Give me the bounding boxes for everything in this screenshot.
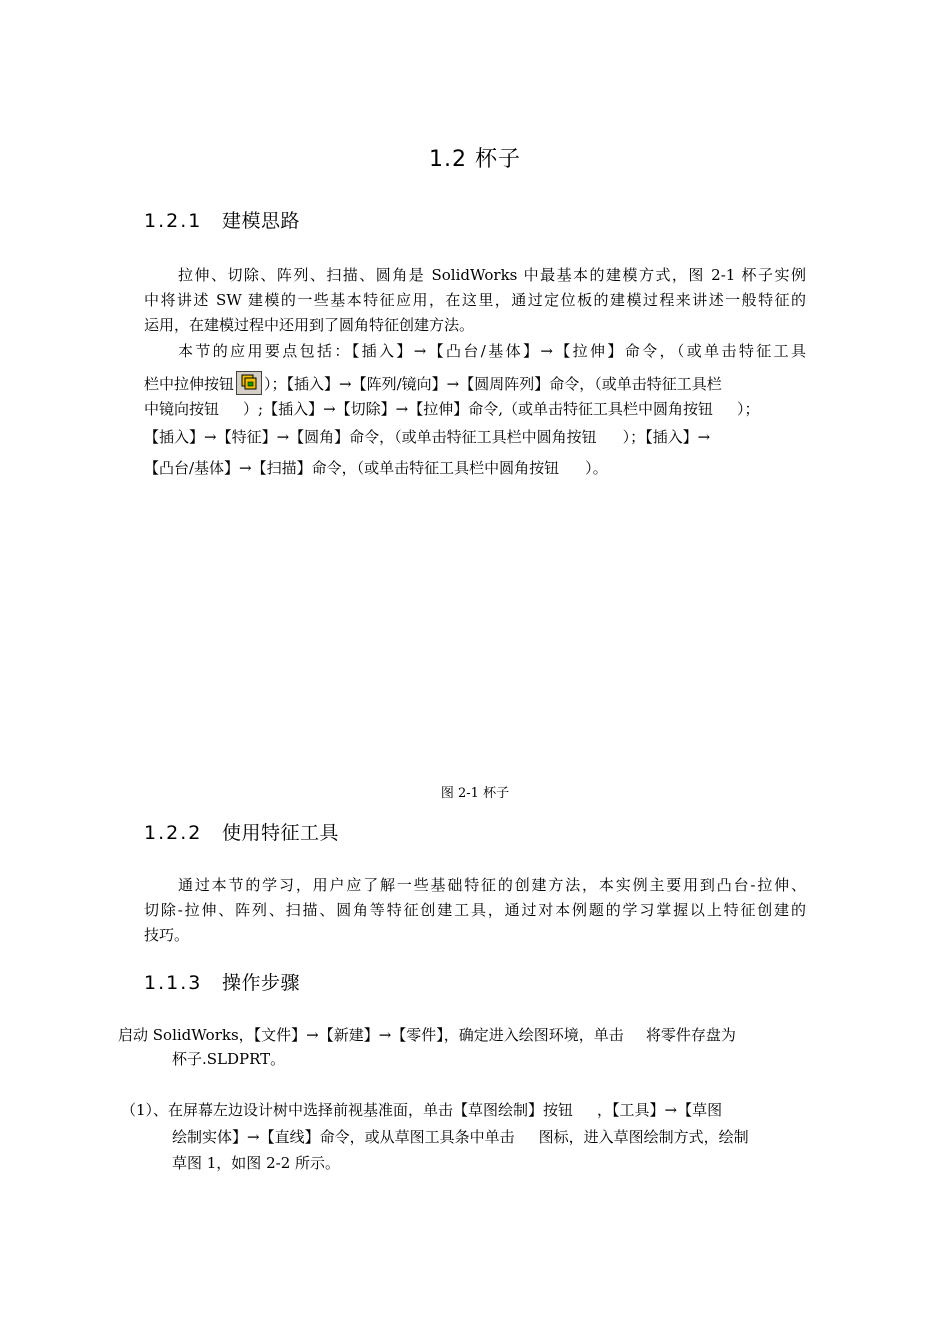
feature-line-3: 技巧。 <box>144 926 190 944</box>
intro-line-8-b: ）。 <box>585 459 608 477</box>
page-title: 1.2 杯子 <box>429 147 521 172</box>
intro-line-2: 中将讲述 SW 建模的一些基本特征应用，在这里，通过定位板的建模过程来讲述一般特征的 <box>144 291 806 309</box>
step1-line-3: 草图 1，如图 2-2 所示。 <box>172 1154 341 1172</box>
section-heading-modeling-idea <box>144 206 300 233</box>
section-number: 1.2.2 <box>144 822 203 844</box>
section-number: 1.1.3 <box>144 972 203 994</box>
section-title: 建模思路 <box>222 210 301 232</box>
intro-line-6-c: ）； <box>736 400 760 418</box>
figure-caption: 图 2-1 杯子 <box>440 786 510 801</box>
step1-line-1-a: （1）、在屏幕左边设计树中选择前视基准面，单击【草图绘制】按钮 <box>121 1101 574 1119</box>
section-heading-steps <box>144 968 300 995</box>
step1-line-2 <box>172 1128 806 1146</box>
intro-line-8 <box>144 459 806 477</box>
intro-line-1: 拉伸、切除、阵列、扫描、圆角是 SolidWorks 中最基本的建模方式，图 2-1 杯子实例 <box>178 266 806 284</box>
section-number: 1.2.1 <box>144 210 203 232</box>
intro-line-6-a: 中镜向按钮 <box>144 400 220 418</box>
step1-line-2-a: 绘制实体】→【直线】命令，或从草图工具条中单击 <box>172 1128 515 1146</box>
start-line-1 <box>118 1026 806 1044</box>
feature-line-1: 通过本节的学习，用户应了解一些基础特征的创建方法，本实例主要用到凸台-拉伸、 <box>178 876 806 894</box>
intro-line-7 <box>144 428 806 446</box>
step1-line-1 <box>121 1101 806 1119</box>
intro-line-5 <box>144 371 806 395</box>
section-heading-feature-tools <box>144 818 339 845</box>
start-line-2: 杯子.SLDPRT。 <box>172 1050 286 1068</box>
feature-line-2: 切除-拉伸、阵列、扫描、圆角等特征创建工具，通过对本例题的学习掌握以上特征创建的 <box>144 901 806 919</box>
step1-line-1-b: ，【工具】→【草图 <box>597 1101 723 1119</box>
intro-line-7-b: ）；【插入】→ <box>622 428 711 446</box>
intro-line-7-a: 【插入】→【特征】→【圆角】命令，（或单击特征工具栏中圆角按钮 <box>144 428 597 446</box>
intro-line-3: 运用，在建模过程中还用到了圆角特征创建方法。 <box>144 316 475 334</box>
start-line-1-b: 将零件存盘为 <box>645 1026 736 1044</box>
intro-line-6-b: ）;【插入】→【切除】→【拉伸】命令,（或单击特征工具栏中圆角按钮 <box>243 400 713 418</box>
section-title: 使用特征工具 <box>222 822 340 844</box>
intro-line-8-a: 【凸台/基体】→【扫描】命令，（或单击特征工具栏中圆角按钮 <box>144 459 560 477</box>
extrude-boss-icon <box>236 371 262 395</box>
intro-line-6 <box>144 400 806 418</box>
section-title: 操作步骤 <box>222 972 301 994</box>
intro-line-4: 本节的应用要点包括：【插入】→【凸台/基体】→【拉伸】命令，（或单击特征工具 <box>178 342 806 360</box>
figure-2-1-area <box>144 490 806 770</box>
intro-line-5-b: ）；【插入】→【阵列/镜向】→【圆周阵列】命令，（或单击特征工具栏 <box>264 375 722 393</box>
step1-line-2-b: 图标，进入草图绘制方式，绘制 <box>538 1128 749 1146</box>
start-line-1-a: 启动 SolidWorks，【文件】→【新建】→【零件】，确定进入绘图环境，单击 <box>118 1026 624 1044</box>
intro-line-5-a: 栏中拉伸按钮 <box>144 375 235 393</box>
